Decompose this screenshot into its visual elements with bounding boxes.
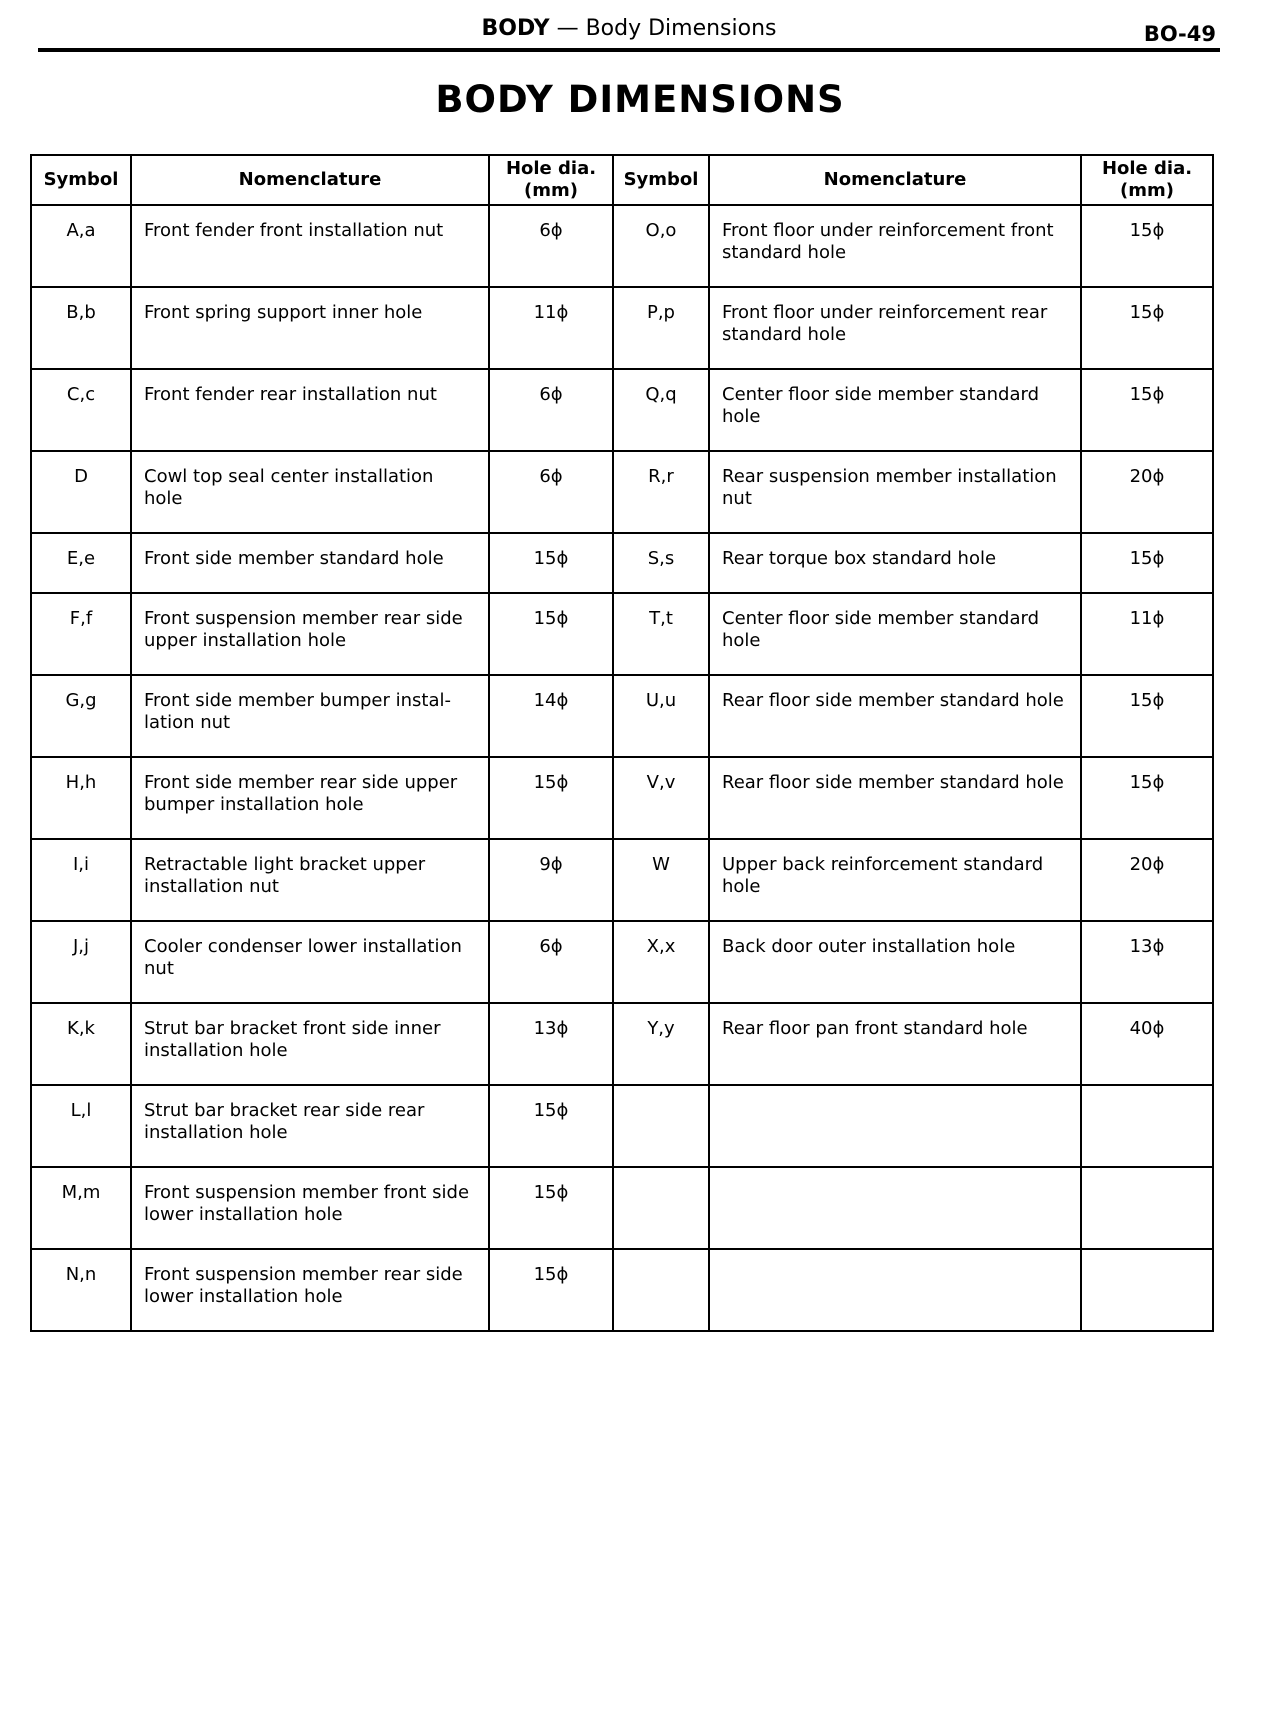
nomenclature-cell [709, 1085, 1081, 1167]
hole-diameter-cell: 13ϕ [1081, 921, 1213, 1003]
table-row [31, 287, 1213, 369]
nomenclature-cell: Strut bar bracket rear side rear installation hole [131, 1085, 489, 1167]
symbol-cell: A,a [31, 205, 131, 287]
table-row [31, 593, 1213, 675]
symbol-cell: Y,y [613, 1003, 709, 1085]
nomenclature-cell [709, 1167, 1081, 1249]
nomenclature-cell: Back door outer installation hole [709, 921, 1081, 1003]
hole-diameter-cell: 15ϕ [1081, 757, 1213, 839]
symbol-cell: J,j [31, 921, 131, 1003]
symbol-cell: B,b [31, 287, 131, 369]
symbol-cell: T,t [613, 593, 709, 675]
nomenclature-cell [709, 1249, 1081, 1331]
column-header: Symbol [31, 155, 131, 205]
hole-diameter-cell: 15ϕ [489, 757, 613, 839]
table-row [31, 921, 1213, 1003]
nomenclature-cell: Cooler condenser lower installation nut [131, 921, 489, 1003]
hole-diameter-cell: 6ϕ [489, 369, 613, 451]
symbol-cell: U,u [613, 675, 709, 757]
table-row [31, 757, 1213, 839]
column-header: Symbol [613, 155, 709, 205]
symbol-cell: C,c [31, 369, 131, 451]
nomenclature-cell: Center floor side member standard hole [709, 369, 1081, 451]
column-header: Nomenclature [709, 155, 1081, 205]
table-row [31, 1249, 1213, 1331]
hole-diameter-cell: 11ϕ [489, 287, 613, 369]
table-row [31, 839, 1213, 921]
hole-diameter-cell: 13ϕ [489, 1003, 613, 1085]
hole-diameter-cell: 6ϕ [489, 205, 613, 287]
hole-diameter-cell: 15ϕ [489, 1085, 613, 1167]
hole-diameter-cell: 14ϕ [489, 675, 613, 757]
column-header: Hole dia. (mm) [1081, 155, 1213, 205]
nomenclature-cell: Front suspension member rear side lower installation hole [131, 1249, 489, 1331]
symbol-cell: F,f [31, 593, 131, 675]
running-head [38, 16, 1220, 41]
nomenclature-cell: Rear floor pan front standard hole [709, 1003, 1081, 1085]
column-header: Nomenclature [131, 155, 489, 205]
column-header: Hole dia. (mm) [489, 155, 613, 205]
nomenclature-cell: Strut bar bracket front side inner installation hole [131, 1003, 489, 1085]
table-header-row [31, 155, 1213, 205]
symbol-cell: W [613, 839, 709, 921]
hole-diameter-cell [1081, 1085, 1213, 1167]
nomenclature-cell: Front suspension member rear side upper installation hole [131, 593, 489, 675]
nomenclature-cell: Retractable light bracket upper installation nut [131, 839, 489, 921]
symbol-cell: L,l [31, 1085, 131, 1167]
symbol-cell [613, 1167, 709, 1249]
nomenclature-cell: Rear suspension member installation nut [709, 451, 1081, 533]
symbol-cell: K,k [31, 1003, 131, 1085]
hole-diameter-cell: 20ϕ [1081, 839, 1213, 921]
hole-diameter-cell [1081, 1249, 1213, 1331]
nomenclature-cell: Front side member rear side upper bumper installation hole [131, 757, 489, 839]
symbol-cell [613, 1085, 709, 1167]
nomenclature-cell: Upper back reinforcement standard hole [709, 839, 1081, 921]
hole-diameter-cell: 15ϕ [1081, 369, 1213, 451]
symbol-cell: H,h [31, 757, 131, 839]
section-name: BODY [481, 16, 550, 41]
page-number: BO-49 [1143, 22, 1216, 46]
table-row [31, 533, 1213, 593]
table-row [31, 1003, 1213, 1085]
separator: — [556, 16, 579, 41]
nomenclature-cell: Front spring support inner hole [131, 287, 489, 369]
symbol-cell: S,s [613, 533, 709, 593]
table-row [31, 369, 1213, 451]
subsection-name: Body Dimensions [585, 16, 777, 41]
hole-diameter-cell: 15ϕ [1081, 287, 1213, 369]
nomenclature-cell: Front fender rear installation nut [131, 369, 489, 451]
hole-diameter-cell: 40ϕ [1081, 1003, 1213, 1085]
nomenclature-cell: Cowl top seal center installation hole [131, 451, 489, 533]
symbol-cell: O,o [613, 205, 709, 287]
table-row [31, 1085, 1213, 1167]
nomenclature-cell: Rear floor side member standard hole [709, 675, 1081, 757]
symbol-cell: V,v [613, 757, 709, 839]
hole-diameter-cell: 15ϕ [1081, 205, 1213, 287]
hole-diameter-cell: 6ϕ [489, 921, 613, 1003]
symbol-cell: R,r [613, 451, 709, 533]
symbol-cell: I,i [31, 839, 131, 921]
symbol-cell: M,m [31, 1167, 131, 1249]
table-row [31, 451, 1213, 533]
hole-diameter-cell: 15ϕ [1081, 675, 1213, 757]
symbol-cell: G,g [31, 675, 131, 757]
symbol-cell: D [31, 451, 131, 533]
symbol-cell: E,e [31, 533, 131, 593]
nomenclature-cell: Rear torque box standard hole [709, 533, 1081, 593]
hole-diameter-cell: 15ϕ [1081, 533, 1213, 593]
nomenclature-cell: Front suspension member front side lower installation hole [131, 1167, 489, 1249]
symbol-cell: Q,q [613, 369, 709, 451]
nomenclature-cell: Front floor under reinforcement front standard hole [709, 205, 1081, 287]
hole-diameter-cell: 15ϕ [489, 1167, 613, 1249]
symbol-cell: X,x [613, 921, 709, 1003]
dimensions-table [30, 154, 1214, 1332]
table-row [31, 205, 1213, 287]
hole-diameter-cell: 20ϕ [1081, 451, 1213, 533]
nomenclature-cell: Front side member bumper instal-lation nut [131, 675, 489, 757]
header-rule [38, 48, 1220, 52]
nomenclature-cell: Front fender front installation nut [131, 205, 489, 287]
hole-diameter-cell [1081, 1167, 1213, 1249]
hole-diameter-cell: 11ϕ [1081, 593, 1213, 675]
table-row [31, 675, 1213, 757]
nomenclature-cell: Front floor under reinforcement rear standard hole [709, 287, 1081, 369]
nomenclature-cell: Rear floor side member standard hole [709, 757, 1081, 839]
hole-diameter-cell: 15ϕ [489, 533, 613, 593]
page-title: BODY DIMENSIONS [435, 78, 845, 121]
table-row [31, 1167, 1213, 1249]
hole-diameter-cell: 15ϕ [489, 593, 613, 675]
hole-diameter-cell: 6ϕ [489, 451, 613, 533]
page-header [38, 8, 1220, 52]
hole-diameter-cell: 9ϕ [489, 839, 613, 921]
symbol-cell: P,p [613, 287, 709, 369]
hole-diameter-cell: 15ϕ [489, 1249, 613, 1331]
nomenclature-cell: Center floor side member standard hole [709, 593, 1081, 675]
symbol-cell [613, 1249, 709, 1331]
nomenclature-cell: Front side member standard hole [131, 533, 489, 593]
symbol-cell: N,n [31, 1249, 131, 1331]
